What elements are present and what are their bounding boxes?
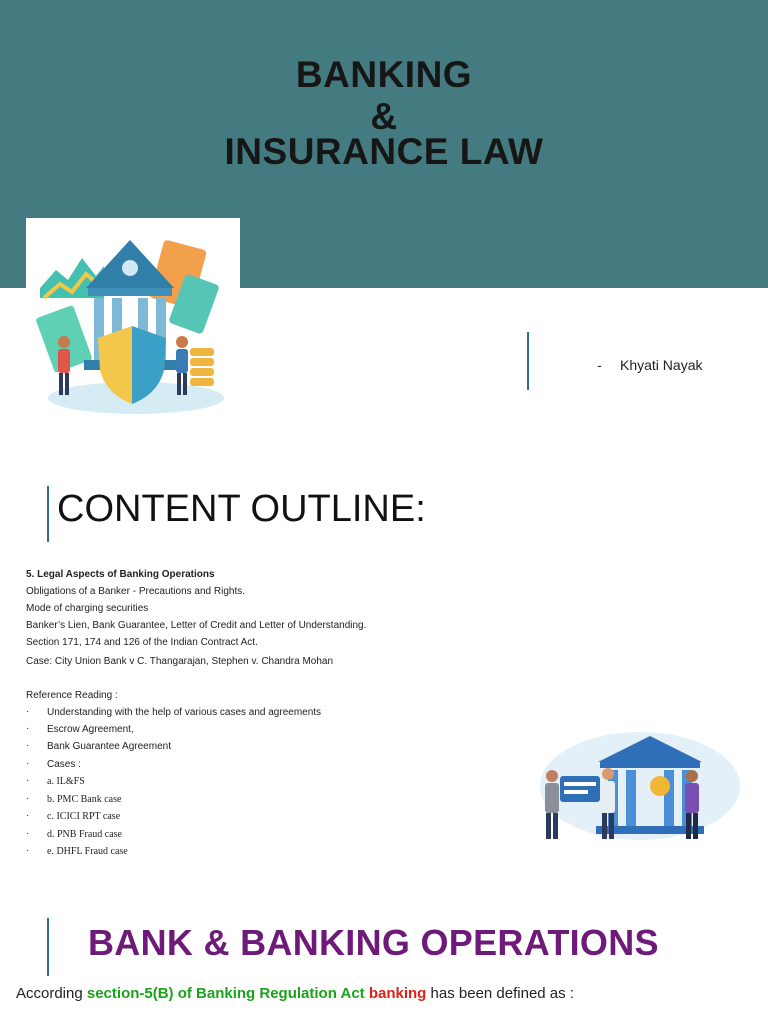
reference-item: Cases : xyxy=(47,759,81,770)
definition-prefix: According xyxy=(16,985,87,1002)
definition-section-ref: section-5(B) of Banking Regulation Act xyxy=(86,985,365,1002)
author-name: Khyati Nayak xyxy=(620,357,703,373)
outline-line: Banker’s Lien, Bank Guarantee, Letter of Credit and Letter of Understanding. xyxy=(26,620,367,631)
bullet-glyph: · xyxy=(26,706,30,717)
definition-keyword-banking: banking xyxy=(368,985,427,1002)
outline-line: Mode of charging securities xyxy=(26,603,149,614)
section-heading: 5. Legal Aspects of Banking Operations xyxy=(26,569,215,580)
bullet-glyph: · xyxy=(26,845,30,856)
case-item: b. PMC Bank case xyxy=(47,794,122,805)
bullet-glyph: · xyxy=(26,793,30,804)
bank-people-illustration xyxy=(528,730,742,852)
accent-bar-outline xyxy=(47,486,49,542)
title-line-banking: BANKING xyxy=(295,54,473,95)
bullet-glyph: · xyxy=(26,740,30,751)
case-item: d. PNB Fraud case xyxy=(47,829,122,840)
accent-bar-operations xyxy=(47,918,49,976)
bank-security-illustration xyxy=(26,218,240,422)
outline-line: Section 171, 174 and 126 of the Indian Contract Act. xyxy=(26,637,258,648)
bank-operations-title: BANK & BANKING OPERATIONS xyxy=(88,922,659,963)
author-dash: - xyxy=(597,357,602,373)
bullet-glyph: · xyxy=(26,775,30,786)
accent-bar-author xyxy=(527,332,529,390)
outline-line: Case: City Union Bank v C. Thangarajan, Stephen v. Chandra Mohan xyxy=(26,656,334,667)
reference-item: Escrow Agreement, xyxy=(47,724,134,735)
definition-line xyxy=(16,985,574,1002)
case-item: c. ICICI RPT case xyxy=(47,811,121,822)
bullet-glyph: · xyxy=(26,828,30,839)
reference-item: Bank Guarantee Agreement xyxy=(47,741,171,752)
outline-line: Obligations of a Banker - Precautions and Rights. xyxy=(26,586,246,597)
content-outline-title: CONTENT OUTLINE: xyxy=(57,488,426,530)
reference-heading: Reference Reading : xyxy=(26,690,118,701)
reference-item: Understanding with the help of various cases and agreements xyxy=(47,707,322,718)
bullet-glyph: · xyxy=(26,758,30,769)
title-line-ampersand: & xyxy=(370,96,398,137)
definition-suffix: has been defined as : xyxy=(426,985,574,1002)
title-line-insurance-law: INSURANCE LAW xyxy=(224,131,544,172)
bullet-glyph: · xyxy=(26,723,30,734)
case-item: e. DHFL Fraud case xyxy=(47,846,128,857)
bullet-glyph: · xyxy=(26,810,30,821)
case-item: a. IL&FS xyxy=(47,776,85,787)
